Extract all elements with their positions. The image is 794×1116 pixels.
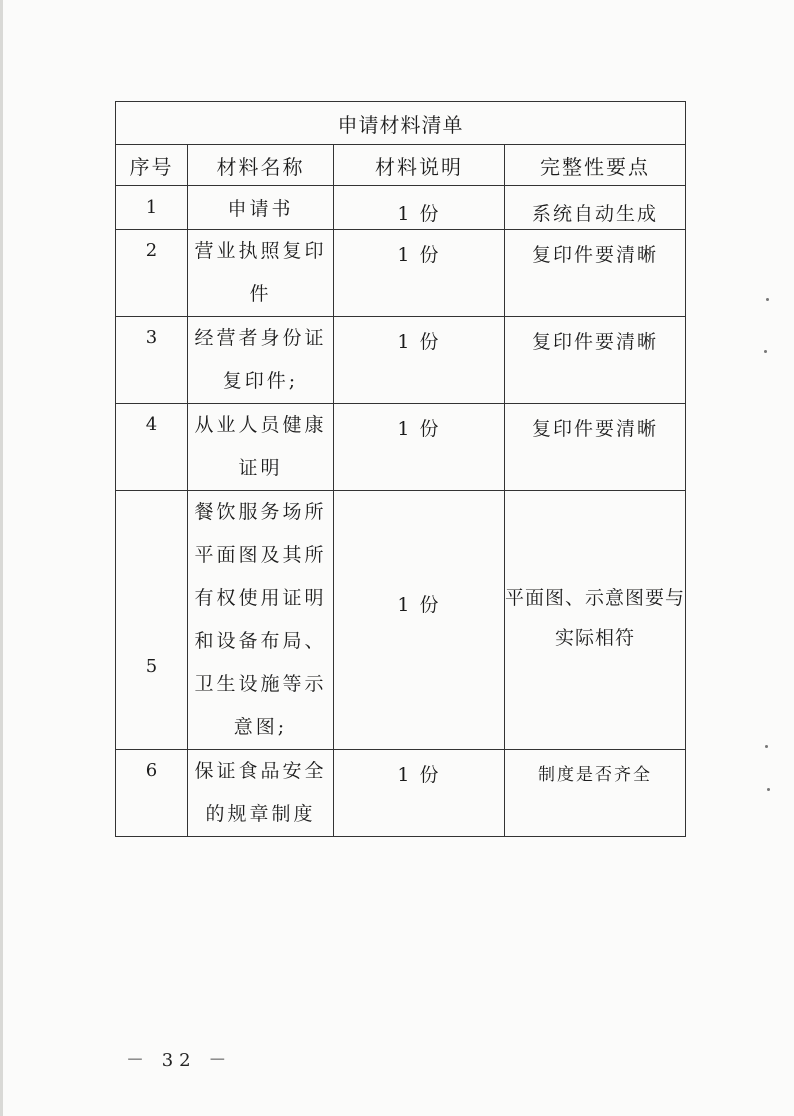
table-title-row [116, 102, 686, 145]
column-header: 材料说明 [334, 145, 505, 186]
table-header-row [116, 145, 686, 186]
scan-speck [766, 298, 769, 301]
completeness-point: 复印件要清晰 [505, 404, 686, 491]
material-name: 申请书 [188, 186, 334, 230]
row-number: 1 [116, 186, 188, 230]
table-row [116, 317, 686, 404]
material-name: 经营者身份证复印件; [188, 317, 334, 404]
table-row [116, 491, 686, 750]
row-number: 3 [116, 317, 188, 404]
table-row [116, 230, 686, 317]
material-description: 1 份 [334, 491, 505, 750]
material-description: 1 份 [334, 750, 505, 837]
material-name: 保证食品安全的规章制度 [188, 750, 334, 837]
completeness-point: 平面图、示意图要与实际相符 [505, 491, 686, 750]
material-description: 1 份 [334, 404, 505, 491]
scan-speck [767, 788, 770, 791]
row-number: 4 [116, 404, 188, 491]
column-header: 材料名称 [188, 145, 334, 186]
material-name: 从业人员健康证明 [188, 404, 334, 491]
page-left-edge [0, 0, 3, 1116]
completeness-point: 制度是否齐全 [505, 750, 686, 837]
completeness-point: 复印件要清晰 [505, 230, 686, 317]
material-description: 1 份 [334, 186, 505, 230]
completeness-point: 系统自动生成 [505, 186, 686, 230]
material-name: 餐饮服务场所平面图及其所有权使用证明和设备布局、卫生设施等示意图; [188, 491, 334, 750]
row-number: 5 [116, 491, 188, 750]
table-row [116, 404, 686, 491]
materials-table [115, 101, 686, 837]
scan-speck [764, 350, 767, 353]
material-name: 营业执照复印件 [188, 230, 334, 317]
completeness-point: 复印件要清晰 [505, 317, 686, 404]
column-header: 完整性要点 [505, 145, 686, 186]
row-number: 2 [116, 230, 188, 317]
material-description: 1 份 [334, 317, 505, 404]
table-title: 申请材料清单 [116, 102, 686, 145]
page-number: － 32 － [126, 1050, 233, 1071]
row-number: 6 [116, 750, 188, 837]
table-row [116, 186, 686, 230]
scan-speck [765, 745, 768, 748]
material-description: 1 份 [334, 230, 505, 317]
column-header: 序号 [116, 145, 188, 186]
table-row [116, 750, 686, 837]
